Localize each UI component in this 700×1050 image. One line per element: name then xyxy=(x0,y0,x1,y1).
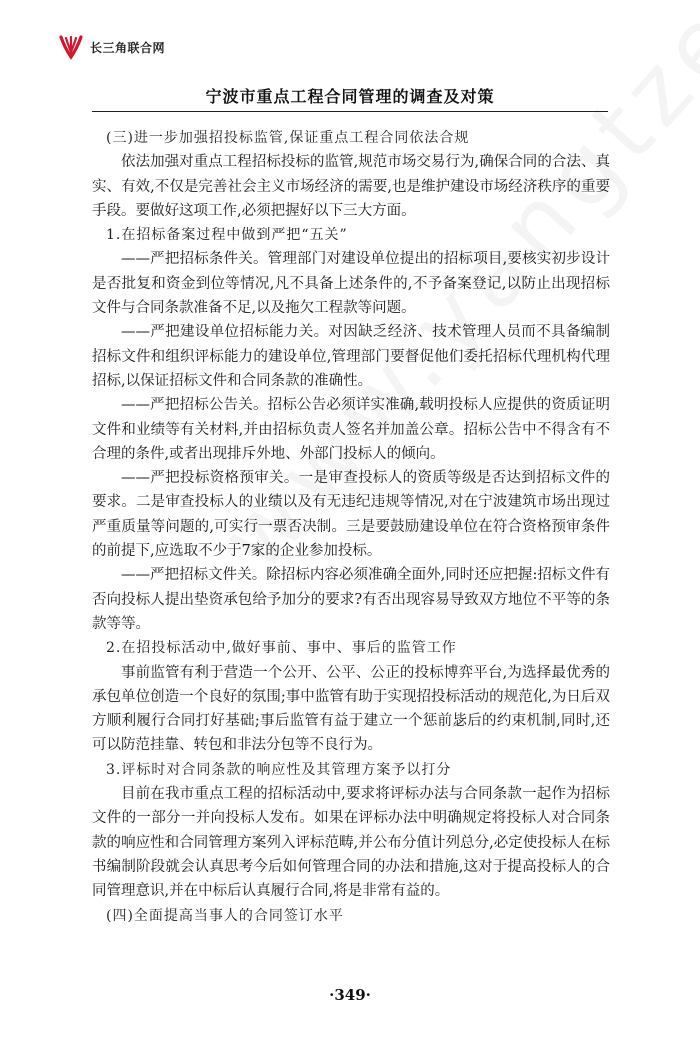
header-divider xyxy=(92,111,608,112)
body-paragraph: 依法加强对重点工程招标投标的监管,规范市场交易行为,确保合同的合法、真实、有效,不仅是完善社会主义市场经济的需要,也是维护建设市场经济秩序的重要手段。要做好这项工作,必须把握好以下三大方面。 xyxy=(92,154,610,219)
site-logo-text: 长三角联合网 xyxy=(90,40,166,55)
yangtze-delta-logo-icon xyxy=(58,34,84,60)
page-number: ·349· xyxy=(329,986,371,1004)
section-subheading: 2.在招投标活动中,做好事前、事中、事后的监管工作 xyxy=(106,640,457,657)
section-subheading: 1.在招标备案过程中做到严把“五关” xyxy=(106,227,348,244)
body-paragraph: ——严把招标条件关。管理部门对建设单位提出的招标项目,要核实初步设计是否批复和资金到位等情况,凡不具备上述条件的,不予备案登记,以防止出现招标文件与合同条款准备不足,以及拖欠工程款等问题。 xyxy=(92,251,610,317)
section-subheading: 3.评标时对合同条款的响应性及其管理方案予以打分 xyxy=(106,761,452,778)
body-paragraph: ——严把建设单位招标能力关。对因缺乏经济、技术管理人员而不具备编制招标文件和组织评标能力的建设单位,管理部门要督促他们委托招标代理机构代理招标,以保证招标文件和合同条款的准确性。 xyxy=(92,324,610,389)
body-paragraph: 事前监管有利于营造一个公开、公平、公正的投标博弈平台,为选择最优秀的承包单位创造一个良好的氛围;事中监管有助于实现招投标活动的规范化,为日后双方顺利履行合同打好基础;事后监管有益于建立一个惩前毖后的约束机制,同时,还可以防范挂靠、转包和非法分包等不良行为。 xyxy=(92,664,610,754)
body-paragraph: 目前在我市重点工程的招标活动中,要求将评标办法与合同条款一起作为招标文件的一部分一并向投标人发布。如果在评标办法中明确规定将投标人对合同条款的响应性和合同管理方案列入评标范畴,并公布分值计列总分,必定使投标人在标书编制阶段就会认真思考今后如何管理合同的办法和措施,这对于提高投标人的合同管理意识,并在中标后认真履行合同,将是非常有益的。 xyxy=(92,786,610,900)
section-subheading: (四)全面提高当事人的合同签订水平 xyxy=(106,907,344,924)
body-paragraph: ——严把招标公告关。招标公告必须详实准确,载明投标人应提供的资质证明文件和业绩等有关材料,并由招标负责人签名并加盖公章。招标公告中不得含有不合理的条件,或者出现排斥外地、外部门投标人的倾向。 xyxy=(92,397,610,462)
site-logo xyxy=(58,34,165,60)
section-subheading: (三)进一步加强招投标监管,保证重点工程合同依法合规 xyxy=(106,130,470,146)
body-paragraph: ——严把投标资格预审关。一是审查投标人的资质等级是否达到招标文件的要求。二是审查投标人的业绩以及有无违纪违规等情况,对在宁波建筑市场出现过严重质量等问题的,可实行一票否决制。三是要鼓励建设单位在符合资格预审条件的前提下,应选取不少于7家的企业参加投标。 xyxy=(92,470,610,560)
article-body xyxy=(92,126,610,928)
body-paragraph: ——严把招标文件关。除招标内容必须准确全面外,同时还应把握:招标文件有否向投标人提出垫资承包给予加分的要求?有否出现容易导致双方地位不平等的条款等等。 xyxy=(92,567,610,632)
running-header-title: 宁波市重点工程合同管理的调查及对策 xyxy=(205,87,495,106)
